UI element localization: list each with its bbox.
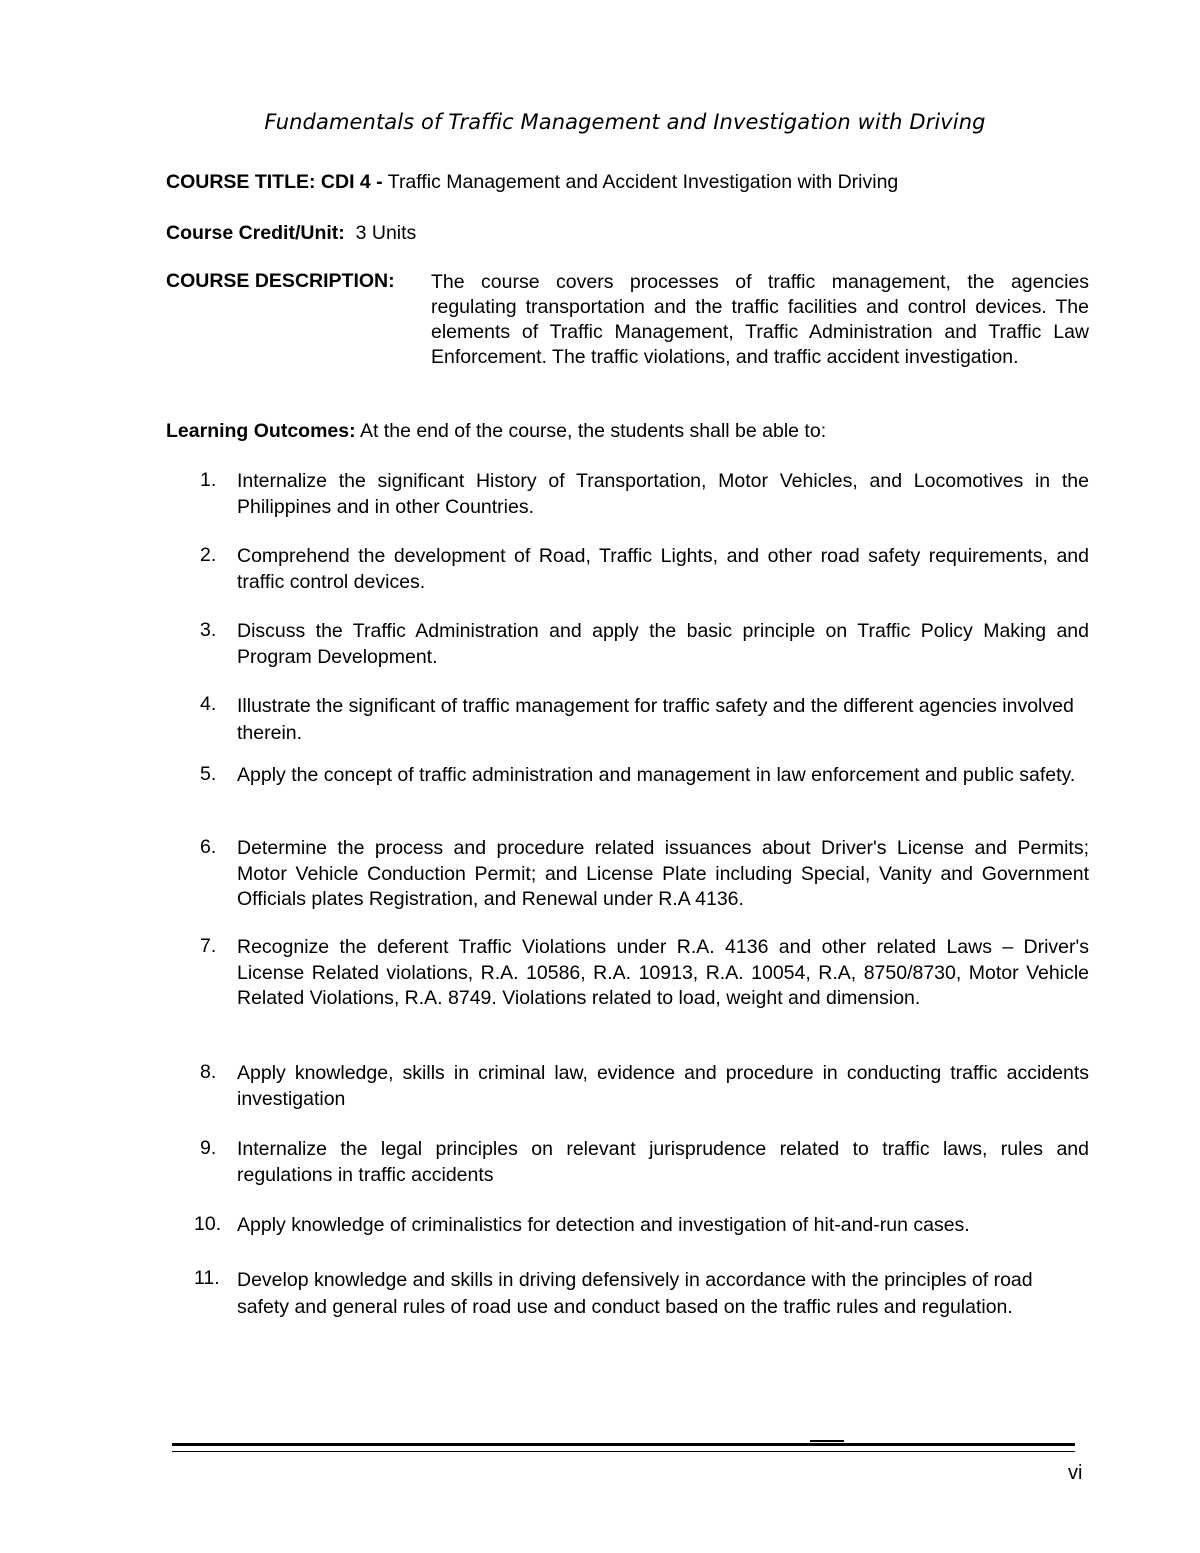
list-item-number: 7.	[200, 935, 217, 957]
list-item-number: 8.	[200, 1061, 217, 1083]
list-item-text: Apply knowledge of criminalistics for detection and investigation of hit-and-run cases.	[237, 1214, 970, 1236]
course-title-label: COURSE TITLE: CDI 4 -	[166, 171, 383, 193]
list-item-text: Develop knowledge and skills in driving defensively in accordance with the principles of road safety and general rules of road use and conduct based on the traffic rules and regulation.	[237, 1269, 1033, 1318]
list-item-number: 5.	[200, 763, 217, 785]
footer-rule-mark	[810, 1440, 844, 1442]
list-item-text: Apply the concept of traffic administration and management in law enforcement and public safety.	[237, 764, 1076, 786]
list-item-text: Determine the process and procedure related issuances about Driver's License and Permits; Motor Vehicle Conduction Permit; and License Plate including Special, Vanity and Government Officials plates Registration, and Renewal under R.A 4136.	[237, 837, 1089, 910]
list-item-text: Illustrate the significant of traffic management for traffic safety and the different agencies involved therein.	[237, 695, 1074, 744]
page-header-title: Fundamentals of Traffic Management and Investigation with Driving	[264, 110, 986, 134]
list-item-number: 3.	[200, 619, 217, 641]
footer-rule-thin	[172, 1451, 1075, 1452]
list-item-text: Internalize the significant History of Transportation, Motor Vehicles, and Locomotives in the Philippines and in other Countries.	[237, 470, 1089, 518]
learning-outcomes-line	[166, 420, 826, 443]
list-item-number: 1.	[200, 469, 217, 491]
list-item-number: 10.	[194, 1213, 222, 1235]
list-item-number: 4.	[200, 693, 217, 715]
course-title-line	[166, 171, 898, 194]
list-item-text: Recognize the deferent Traffic Violations under R.A. 4136 and other related Laws – Driver's License Related violations, R.A. 10586, R.A. 10913, R.A. 10054, R.A, 8750/8730, Motor Vehicle Related Violations, R.A. 8749. Violations related to load, weight and dimension.	[237, 936, 1089, 1009]
course-title-value: Traffic Management and Accident Investigation with Driving	[387, 171, 899, 193]
learning-outcomes-intro: At the end of the course, the students shall be able to:	[359, 420, 827, 442]
list-item-text: Discuss the Traffic Administration and apply the basic principle on Traffic Policy Making and Program Development.	[237, 620, 1089, 668]
course-credit-value: 3 Units	[355, 222, 417, 244]
list-item-text: Internalize the legal principles on relevant jurisprudence related to traffic laws, rules and regulations in traffic accidents	[237, 1138, 1089, 1186]
page-number: vi	[1068, 1462, 1083, 1484]
list-item-text: Apply knowledge, skills in criminal law, evidence and procedure in conducting traffic accidents investigation	[237, 1062, 1089, 1110]
footer-rule	[172, 1443, 1075, 1446]
list-item-number: 6.	[200, 836, 217, 858]
learning-outcomes-label: Learning Outcomes:	[166, 420, 356, 442]
list-item-text: Comprehend the development of Road, Traffic Lights, and other road safety requirements, and traffic control devices.	[237, 545, 1089, 593]
list-item-number: 2.	[200, 544, 217, 566]
course-credit-line	[166, 222, 416, 245]
list-item-number: 11.	[194, 1267, 220, 1289]
course-description-text: The course covers processes of traffic management, the agencies regulating transportation and the traffic facilities and control devices. The elements of Traffic Management, Traffic Administration and Traffic Law Enforcement. The traffic violations, and traffic accident investigation.	[431, 271, 1089, 368]
course-credit-label: Course Credit/Unit:	[166, 222, 345, 244]
list-item-number: 9.	[200, 1137, 217, 1159]
course-description-label: COURSE DESCRIPTION:	[166, 270, 395, 292]
